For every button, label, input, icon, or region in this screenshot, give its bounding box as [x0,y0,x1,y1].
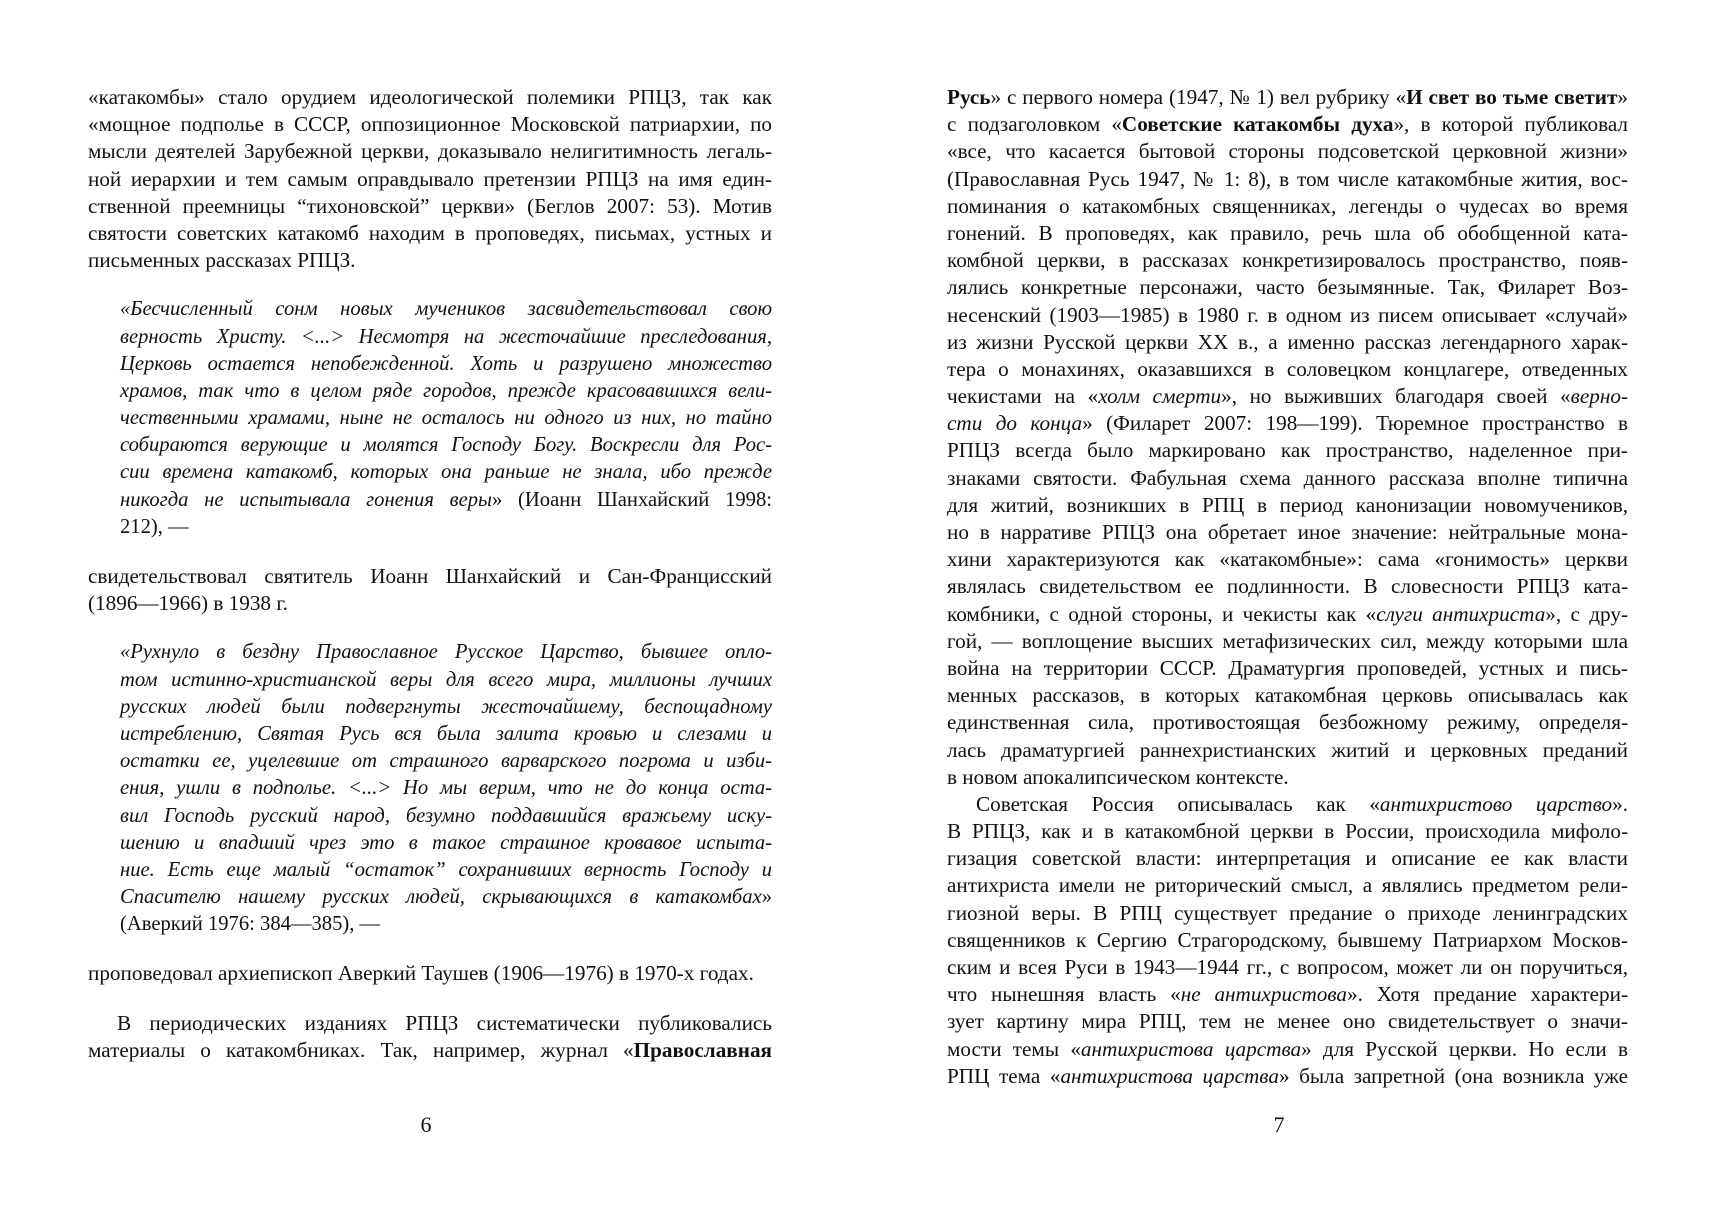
quote-line [120,721,772,748]
text-run: комбники, с одной стороны, и чекисты как « [947,601,1377,626]
quote-text: том истинно-христианской веры для всего мира, миллионы лучших [120,668,772,691]
quote-line [120,296,772,323]
quote-line [120,884,772,911]
text-line [947,111,1628,138]
quote-line [120,803,772,830]
text-line [976,791,1628,818]
italic-run: антихристово царство [1379,791,1613,816]
text-run: », но выживших благодаря своей « [1221,384,1571,409]
quote-text: ние. Есть еще малый “остаток” сохранивших верность Господу и [120,858,772,881]
quote-line [120,432,772,459]
quote-text: истреблению, Святая Русь вся была залита кровью и слезами и [120,722,772,745]
text-run: » была запретной (она возникла уже [1278,1063,1628,1088]
page-number-right [857,1112,1713,1138]
text-line [947,383,1628,410]
quote-line [120,694,772,721]
text-line: ственной преемницы “тихоновской” церкви» (Беглов 2007: 53). Мотив [88,193,772,218]
quote-text: верность Христу. <...> Несмотря на жесточайшие преследования, [120,325,772,348]
italic-run: верно- [1570,384,1628,409]
italic-run: антихристова царства [1060,1063,1279,1088]
quote-text: остатки ее, уцелевшие от страшного варварского погрома и изби- [120,750,772,773]
quote-text: вил Господь русский народ, безумно поддавшийся вражьему иску- [120,804,772,827]
text-run: Советская Россия описывалась как « [976,791,1380,816]
text-line: лялись конкретные персонажи, часто безымянные. Так, Филарет Воз- [947,275,1628,300]
text-run: что нынешняя власть « [947,982,1181,1007]
paragraph-1 [947,84,1628,791]
quote-line [120,405,772,432]
text-run: » для Русской церкви. Но если в [1301,1036,1628,1061]
text-line [947,1063,1628,1090]
block-quote-1 [120,296,772,541]
text-line: В РПЦЗ, как и в катакомбной церкви в России, происходила мифоло- [947,819,1628,844]
text-line: единственная сила, противостоящая безбожному режиму, определя- [947,710,1628,735]
quote-line [120,857,772,884]
bold-run: И свет во тьме светит [1406,85,1618,109]
text-run: » (Филарет 2007: 198—199). Тюремное пространство в [1082,411,1628,436]
quote-line [120,830,772,857]
journal-title-bold: Православная [633,1037,772,1062]
italic-run: слуги антихриста [1376,601,1546,626]
bold-run: Советские катакомбы духа [1121,112,1394,137]
text-line: «мощное подполье в СССР, оппозиционное Московской патриархии, по [88,112,772,137]
text-line: РПЦЗ всегда было маркировано как пространство, наделенное при- [947,438,1628,463]
text-line: зует картину мира РПЦ, тем не менее оно свидетельствует о значи- [947,1009,1628,1034]
text-line: мысли деятелей Зарубежной церкви, доказывало нелигитимность легаль- [88,139,772,164]
text-run: с подзаголовком « [947,112,1122,137]
quote-line [120,459,772,486]
text-line [947,410,1628,437]
quote-text: Церковь остается непобежденной. Хоть и разрушено множество [120,352,772,375]
text-run: РПЦ тема « [947,1063,1061,1088]
intro-paragraph [88,84,772,274]
quote-text: сии времена катакомб, которых она раньше не знала, ибо прежде [120,461,772,484]
text-line: для житий, возникших в РПЦ в период канонизации новомучеников, [947,492,1628,517]
page-number-text: 6 [420,1112,432,1137]
quote-text: никогда не испытывала гонения веры [120,488,492,511]
text-line: священников к Сергию Страгородскому, бывшему Патриархом Москов- [947,927,1628,952]
quote-text: Спасителю нашему русских людей, скрывающихся в катакомбах [120,886,762,909]
text-line: хини характеризуются как «катакомбные»: сама «гонимость» церкви [947,547,1628,572]
text-line: «все, что касается бытовой стороны подсоветской церковной жизни» [947,139,1628,164]
text-line: война на территории СССР. Драматургия проповедей, устных и пись- [947,655,1628,680]
quote-line [120,748,772,775]
attribution-2 [88,960,772,987]
text-line: из жизни Русской церкви XX в., а именно рассказ легендарного харак- [947,329,1628,354]
text-line: письменных рассказах РПЦЗ. [88,248,356,273]
quote-line [120,667,772,694]
quote-line [120,351,772,378]
italic-run: холм смерти [1098,384,1222,409]
quote-line: 212), — [120,515,189,538]
left-page [0,0,856,1211]
text-line: менных рассказов, в которых катакомбная церковь описывалась как [947,683,1628,708]
page-number-text: 7 [1273,1112,1285,1137]
block-quote-2 [120,639,772,938]
text-line: несенский (1903—1985) в 1980 г. в одном из писем описывает «случай» [947,302,1628,327]
text-line [947,84,1628,111]
text-line: гиозной веры. В РПЦ существует предание о приходе ленинградских [947,900,1628,925]
quote-text: собираются верующие и молятся Господу Богу. Воскресли для Рос- [120,434,772,457]
text-line [947,1036,1628,1063]
text-run: », с дру- [1545,601,1628,626]
text-line: святости советских катакомб находим в проповедях, письмах, устных и [88,220,772,245]
text-line: поминания о катакомбных священниках, легенды о чудесах во время [947,193,1628,218]
text-line: гонений. В проповедях, как правило, речь шла об обобщенной ката- [947,220,1628,245]
text-line [88,1037,772,1064]
text-line: (Православная Русь 1947, № 1: 8), в том числе катакомбные жития, вос- [947,166,1628,191]
quote-text: русских людей были подвергнуты жесточайшему, беспощадному [120,695,772,718]
text-line: свидетельствовал святитель Иоанн Шанхайский и Сан-Францисский [88,564,772,588]
quote-text: шению и впадший чрез это в такое страшное кровавое испыта- [120,831,772,854]
text-line: (1896—1966) в 1938 г. [88,591,288,616]
text-line: знаками святости. Фабульная схема данного рассказа вполне типична [947,465,1628,490]
text-line: гой, — воплощение высших метафизических сил, между которыми шла [947,628,1628,653]
text-line: гизация советской власти: интерпретация и описание ее как власти [947,846,1628,871]
quote-text: «Рухнуло в бездну Православное Русское Царство, бывшее опло- [120,641,772,664]
quote-line [120,378,772,405]
text-run: » с первого номера (1947, № 1) вел рубрику « [990,85,1407,109]
final-paragraph [88,1010,772,1064]
quote-close: » [761,886,772,909]
quote-citation: » (Иоанн Шанхайский 1998: [492,488,772,511]
text-run: ». [1612,791,1628,816]
paragraph-2 [947,791,1628,1090]
text-line: проповедовал архиепископ Аверкий Таушев (1906—1976) в 1970-х годах. [88,961,754,986]
text-line: но в нарративе РПЦЗ она обретает иное значение: нейтральные мона- [947,520,1628,544]
text-line [947,601,1628,628]
italic-run: антихристова царства [1080,1036,1302,1061]
page-number-left [0,1112,856,1138]
italic-run: сти до конца [947,411,1083,436]
text-run: » [1617,85,1629,109]
text-line: «катакомбы» стало орудием идеологической полемики РПЦЗ, так как [88,85,772,109]
text-run: мости темы « [947,1036,1081,1061]
right-page [857,0,1713,1211]
left-text-column [88,84,772,1064]
quote-text: «Бесчисленный сонм новых мучеников засвидетельствовал свою [120,298,772,321]
text-line: лась драматургией раннехристианских житий и церковных преданий [947,737,1628,762]
text-line: комбной церкви, в рассказах конкретизировалось пространство, появ- [947,248,1628,273]
text-run: », в которой публиковал [1393,112,1628,137]
text-line: в новом апокалипсическом контексте. [947,764,1289,789]
text-line [947,981,1628,1008]
text-run: ». Хотя предание характери- [1347,982,1629,1007]
text-line: являлась свидетельством ее подлинности. В словесности РПЦЗ ката- [947,574,1628,599]
quote-line [120,639,772,666]
text-line: антихриста имели не риторический смысл, а являлись предметом рели- [947,873,1628,898]
text-run: чекистами на « [947,384,1099,409]
text-line: ной иерархии и тем самым оправдывало претензии РПЦЗ на имя един- [88,166,772,191]
right-text-column [947,84,1628,1090]
italic-run: не антихристова [1180,982,1347,1007]
text-line: ским и всея Руси в 1943—1944 гг., с вопросом, может ли он поручиться, [947,955,1628,979]
quote-line: (Аверкий 1976: 384—385), — [120,913,381,936]
quote-text: храмов, так что в целом ряде городов, прежде красовавшихся вели- [120,379,772,402]
text-line: тера о монахинях, оказавшихся в соловецком концлагере, отведенных [947,356,1628,381]
quote-text: ения, ушли в подполье. <...> Но мы верим, что не до конца оста- [120,777,772,800]
quote-text: чественными храмами, ныне не осталось ни одного из них, но тайно [120,407,772,430]
text-line: В периодических изданиях РПЦЗ систематически публиковались [117,1010,772,1035]
attribution-1 [88,563,772,617]
quote-line [120,775,772,802]
text-run: материалы о катакомбниках. Так, например, журнал « [88,1037,634,1062]
quote-line [120,324,772,351]
bold-run: Русь [947,85,991,109]
quote-line [120,487,772,514]
